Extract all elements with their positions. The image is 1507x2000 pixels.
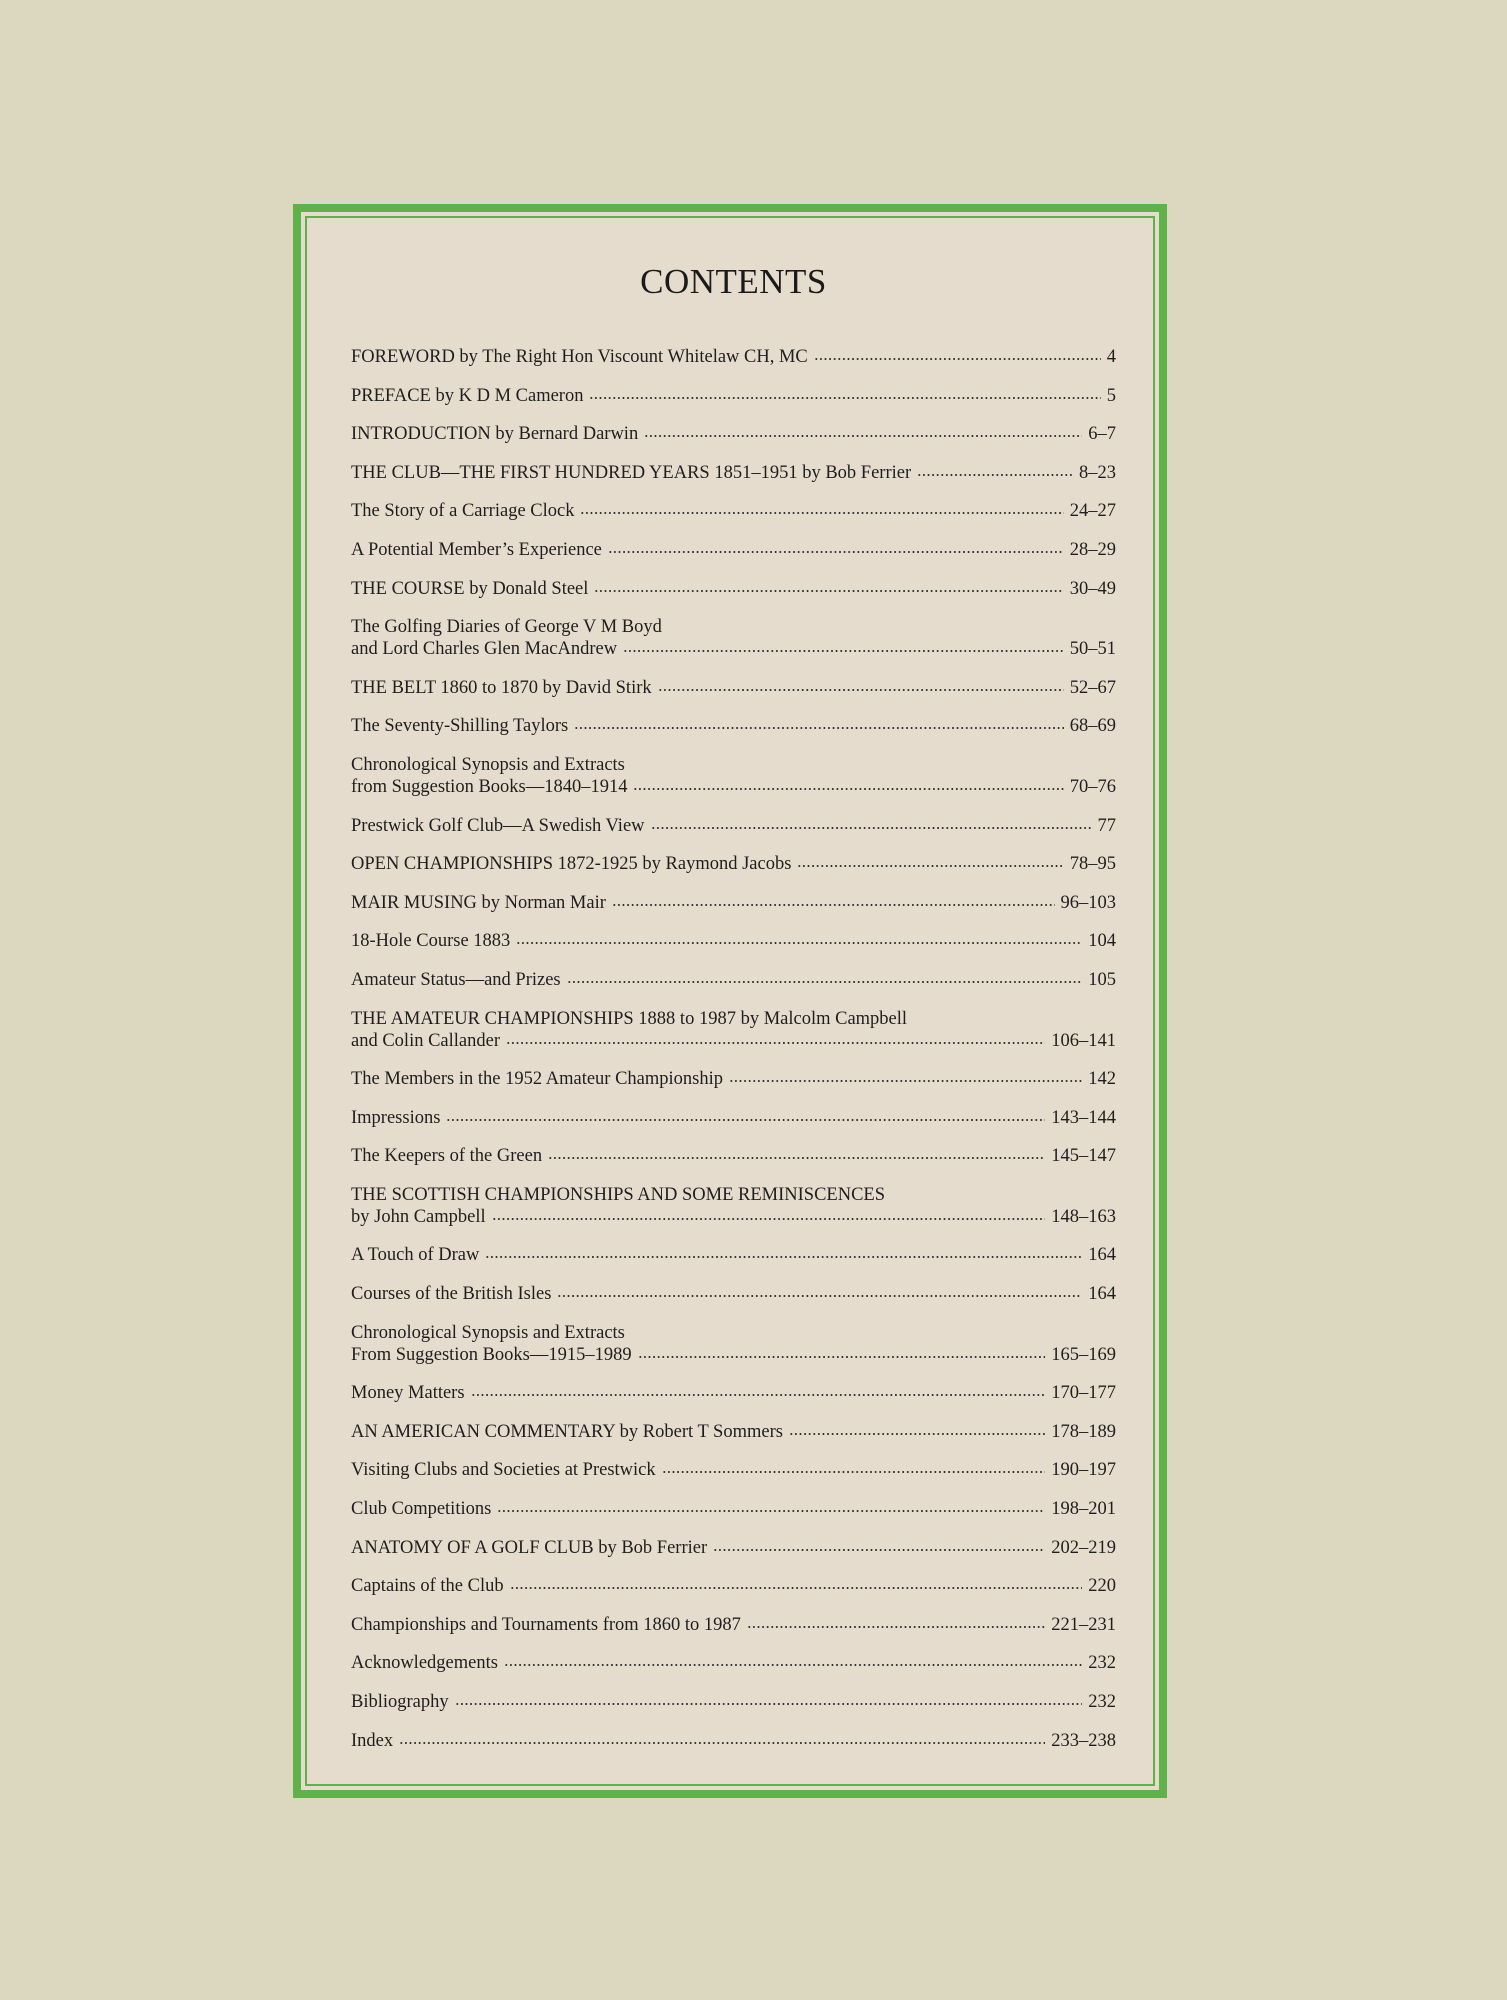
toc-entry-page: 106–141	[1051, 1030, 1116, 1051]
dot-leader	[446, 1117, 1045, 1123]
toc-entry[interactable]	[351, 1107, 1116, 1129]
toc-entry-page: 233–238	[1051, 1730, 1116, 1751]
dot-leader	[608, 549, 1064, 555]
toc-entry-label: AN AMERICAN COMMENTARY by Robert T Sommers	[351, 1421, 783, 1442]
toc-entry-row	[351, 1244, 1116, 1266]
toc-entry-label: THE BELT 1860 to 1870 by David Stirk	[351, 677, 652, 698]
toc-entry-page: 28–29	[1069, 539, 1116, 560]
toc-entry[interactable]	[351, 1498, 1116, 1520]
dot-leader	[789, 1431, 1045, 1437]
toc-entry-page: 198–201	[1051, 1499, 1116, 1520]
toc-entry[interactable]	[351, 346, 1116, 368]
dot-leader	[623, 648, 1064, 654]
toc-entry-page: 30–49	[1069, 578, 1116, 599]
toc-entry[interactable]	[351, 677, 1116, 699]
toc-entry-label: The Seventy-Shilling Taylors	[351, 716, 569, 737]
toc-entry[interactable]	[351, 423, 1116, 445]
toc-entry-label: Money Matters	[351, 1383, 465, 1404]
toc-entry-label: The Keepers of the Green	[351, 1146, 543, 1167]
toc-entry[interactable]	[351, 1537, 1116, 1559]
toc-entry-row	[351, 1614, 1116, 1636]
dot-leader	[917, 472, 1073, 478]
toc-entry-label: and Colin Callander	[351, 1030, 500, 1051]
toc-entry[interactable]	[351, 1068, 1116, 1090]
toc-entry[interactable]	[351, 1691, 1116, 1713]
toc-entry-title-line: THE AMATEUR CHAMPIONSHIPS 1888 to 1987 by Malcolm Campbell	[351, 1008, 908, 1029]
toc-entry-row	[351, 1344, 1116, 1366]
page-title: CONTENTS	[640, 262, 827, 301]
toc-entry-row	[351, 423, 1116, 445]
toc-entry-title-line: Chronological Synopsis and Extracts	[351, 1322, 625, 1343]
toc-entry-label: by John Campbell	[351, 1206, 486, 1227]
dot-leader	[713, 1547, 1045, 1553]
toc-entry-page: 5	[1106, 385, 1116, 406]
dot-leader	[548, 1155, 1045, 1161]
dot-leader	[510, 1585, 1083, 1591]
toc-entry[interactable]	[351, 1382, 1116, 1404]
toc-entry-label: 18-Hole Course 1883	[351, 931, 511, 952]
toc-entry-page: 50–51	[1069, 639, 1116, 660]
toc-entry-page: 52–67	[1069, 677, 1116, 698]
toc-entry-row	[351, 1691, 1116, 1713]
toc-entry-row	[351, 462, 1116, 484]
toc-entry-label: Impressions	[351, 1107, 441, 1128]
toc-entry-page: 148–163	[1051, 1206, 1116, 1227]
toc-entry[interactable]	[351, 1614, 1116, 1636]
dot-leader	[729, 1078, 1082, 1084]
toc-entry-row	[351, 776, 1116, 798]
toc-entry-label: Captains of the Club	[351, 1576, 504, 1597]
toc-entry-row	[351, 1730, 1116, 1752]
toc-entry-label: The Story of a Carriage Clock	[351, 501, 575, 522]
dot-leader	[580, 510, 1063, 516]
toc-list	[351, 346, 1116, 1752]
toc-entry[interactable]	[351, 969, 1116, 991]
toc-entry[interactable]	[351, 1184, 1116, 1228]
toc-entry-label: From Suggestion Books—1915–1989	[351, 1344, 632, 1365]
toc-entry-label: THE CLUB—THE FIRST HUNDRED YEARS 1851–1951 by Bob Ferrier	[351, 462, 912, 483]
toc-entry-row	[351, 1145, 1116, 1167]
toc-entry-page: 220	[1088, 1576, 1116, 1597]
toc-entry-page: 190–197	[1051, 1460, 1116, 1481]
dot-leader	[506, 1040, 1045, 1046]
toc-entry-row	[351, 385, 1116, 407]
toc-entry-row	[351, 638, 1116, 660]
toc-entry[interactable]	[351, 1575, 1116, 1597]
toc-entry-label: A Potential Member’s Experience	[351, 539, 602, 560]
toc-entry[interactable]	[351, 1652, 1116, 1674]
toc-entry-label: Acknowledgements	[351, 1653, 498, 1674]
toc-entry-label: FOREWORD by The Right Hon Viscount Whitelaw CH, MC	[351, 347, 808, 367]
toc-entry[interactable]	[351, 853, 1116, 875]
dot-leader	[594, 588, 1063, 594]
toc-entry[interactable]	[351, 715, 1116, 737]
toc-entry-label: and Lord Charles Glen MacAndrew	[351, 639, 618, 660]
toc-entry-row	[351, 930, 1116, 952]
toc-entry[interactable]	[351, 1459, 1116, 1481]
toc-entry[interactable]	[351, 1145, 1116, 1167]
dot-leader	[638, 1354, 1046, 1360]
dot-leader	[574, 725, 1063, 731]
toc-entry-title-line: THE SCOTTISH CHAMPIONSHIPS AND SOME REMINISCENCES	[351, 1184, 885, 1205]
dot-leader	[516, 940, 1082, 946]
toc-entry-page: 78–95	[1069, 854, 1116, 875]
toc-entry-row	[351, 853, 1116, 875]
dot-leader	[567, 979, 1083, 985]
toc-entry-page: 96–103	[1060, 892, 1116, 913]
toc-entry-row	[351, 578, 1116, 600]
toc-entry-row	[351, 1459, 1116, 1481]
dot-leader	[662, 1469, 1046, 1475]
toc-entry[interactable]	[351, 462, 1116, 484]
toc-entry-row	[351, 1382, 1116, 1404]
toc-entry[interactable]	[351, 385, 1116, 407]
toc-entry[interactable]	[351, 1283, 1116, 1305]
toc-entry[interactable]	[351, 539, 1116, 561]
toc-entry-label: Championships and Tournaments from 1860 to 1987	[351, 1614, 741, 1635]
toc-entry-label: Prestwick Golf Club—A Swedish View	[351, 815, 645, 836]
toc-entry-label: from Suggestion Books—1840–1914	[351, 776, 628, 797]
toc-entry[interactable]	[351, 1421, 1116, 1443]
toc-entry-row	[351, 815, 1116, 837]
dot-leader	[492, 1216, 1046, 1222]
toc-entry-page: 24–27	[1069, 501, 1116, 522]
toc-entry-row	[351, 1421, 1116, 1443]
toc-entry-page: 232	[1088, 1692, 1116, 1712]
toc-entry[interactable]	[351, 616, 1116, 660]
toc-entry-page: 105	[1088, 969, 1116, 990]
toc-entry-page: 104	[1088, 931, 1116, 952]
toc-entry-label: OPEN CHAMPIONSHIPS 1872-1925 by Raymond Jacobs	[351, 854, 792, 875]
toc-entry-label: PREFACE by K D M Cameron	[351, 385, 584, 406]
toc-entry-label: THE COURSE by Donald Steel	[351, 578, 589, 599]
dot-leader	[797, 863, 1063, 869]
contents-body	[351, 262, 1116, 1768]
toc-entry-page: 6–7	[1088, 424, 1116, 445]
toc-entry-row	[351, 346, 1116, 368]
dot-leader	[589, 395, 1100, 401]
toc-entry-label: Amateur Status—and Prizes	[351, 969, 561, 990]
toc-entry-label: MAIR MUSING by Norman Mair	[351, 892, 606, 913]
toc-entry-row	[351, 500, 1116, 522]
toc-entry[interactable]	[351, 1322, 1116, 1366]
toc-entry[interactable]	[351, 930, 1116, 952]
toc-entry-row	[351, 1537, 1116, 1559]
toc-entry-label: The Members in the 1952 Amateur Championship	[351, 1069, 723, 1090]
dot-leader	[633, 786, 1063, 792]
toc-entry-page: 221–231	[1051, 1614, 1116, 1635]
toc-entry-row	[351, 1575, 1116, 1597]
toc-entry-label: Courses of the British Isles	[351, 1284, 552, 1305]
toc-entry-row	[351, 969, 1116, 991]
toc-entry[interactable]	[351, 892, 1116, 914]
toc-entry-page: 77	[1097, 815, 1116, 836]
toc-entry-page: 232	[1088, 1653, 1116, 1674]
toc-entry-page: 170–177	[1051, 1383, 1116, 1404]
toc-entry-label: INTRODUCTION by Bernard Darwin	[351, 424, 639, 445]
toc-entry-row	[351, 715, 1116, 737]
dot-leader	[814, 356, 1101, 362]
toc-entry-title-line: The Golfing Diaries of George V M Boyd	[351, 617, 662, 638]
toc-entry-label: ANATOMY OF A GOLF CLUB by Bob Ferrier	[351, 1537, 708, 1558]
toc-entry-page: 164	[1088, 1245, 1116, 1266]
toc-entry-row	[351, 892, 1116, 914]
toc-entry-label: Index	[351, 1730, 394, 1751]
toc-entry-page: 143–144	[1051, 1107, 1116, 1128]
toc-entry[interactable]	[351, 1008, 1116, 1052]
toc-entry[interactable]	[351, 815, 1116, 837]
toc-entry-row	[351, 539, 1116, 561]
toc-entry-label: Bibliography	[351, 1692, 449, 1712]
toc-entry-page: 164	[1088, 1284, 1116, 1305]
toc-entry-page: 70–76	[1069, 776, 1116, 797]
toc-entry[interactable]	[351, 500, 1116, 522]
dot-leader	[497, 1508, 1045, 1514]
toc-entry-row	[351, 677, 1116, 699]
contents-frame	[293, 204, 1167, 1798]
toc-entry-page: 142	[1088, 1069, 1116, 1090]
toc-entry[interactable]	[351, 578, 1116, 600]
toc-entry-title-line: Chronological Synopsis and Extracts	[351, 754, 625, 775]
toc-entry-label: Club Competitions	[351, 1499, 492, 1520]
dot-leader	[651, 825, 1092, 831]
toc-entry-row	[351, 1107, 1116, 1129]
toc-entry-row	[351, 1068, 1116, 1090]
dot-leader	[471, 1392, 1046, 1398]
toc-entry-page: 165–169	[1051, 1344, 1116, 1365]
dot-leader	[399, 1740, 1045, 1746]
toc-entry-row	[351, 1030, 1116, 1052]
dot-leader	[557, 1293, 1082, 1299]
toc-entry-page: 145–147	[1051, 1146, 1116, 1167]
toc-entry-row	[351, 1498, 1116, 1520]
toc-entry-page: 202–219	[1051, 1537, 1116, 1558]
dot-leader	[747, 1624, 1045, 1630]
toc-entry-label: A Touch of Draw	[351, 1245, 480, 1266]
toc-entry[interactable]	[351, 1244, 1116, 1266]
toc-entry[interactable]	[351, 754, 1116, 798]
dot-leader	[485, 1254, 1082, 1260]
toc-entry-page: 4	[1106, 347, 1116, 367]
dot-leader	[658, 687, 1064, 693]
toc-entry[interactable]	[351, 1730, 1116, 1752]
toc-entry-label: Visiting Clubs and Societies at Prestwick	[351, 1460, 656, 1481]
toc-entry-page: 178–189	[1051, 1421, 1116, 1442]
toc-entry-row	[351, 1283, 1116, 1305]
toc-entry-row	[351, 1206, 1116, 1228]
dot-leader	[612, 902, 1055, 908]
dot-leader	[504, 1662, 1082, 1668]
dot-leader	[644, 433, 1082, 439]
toc-entry-page: 68–69	[1069, 716, 1116, 737]
toc-entry-row	[351, 1652, 1116, 1674]
toc-entry-page: 8–23	[1079, 462, 1116, 483]
dot-leader	[455, 1701, 1083, 1707]
